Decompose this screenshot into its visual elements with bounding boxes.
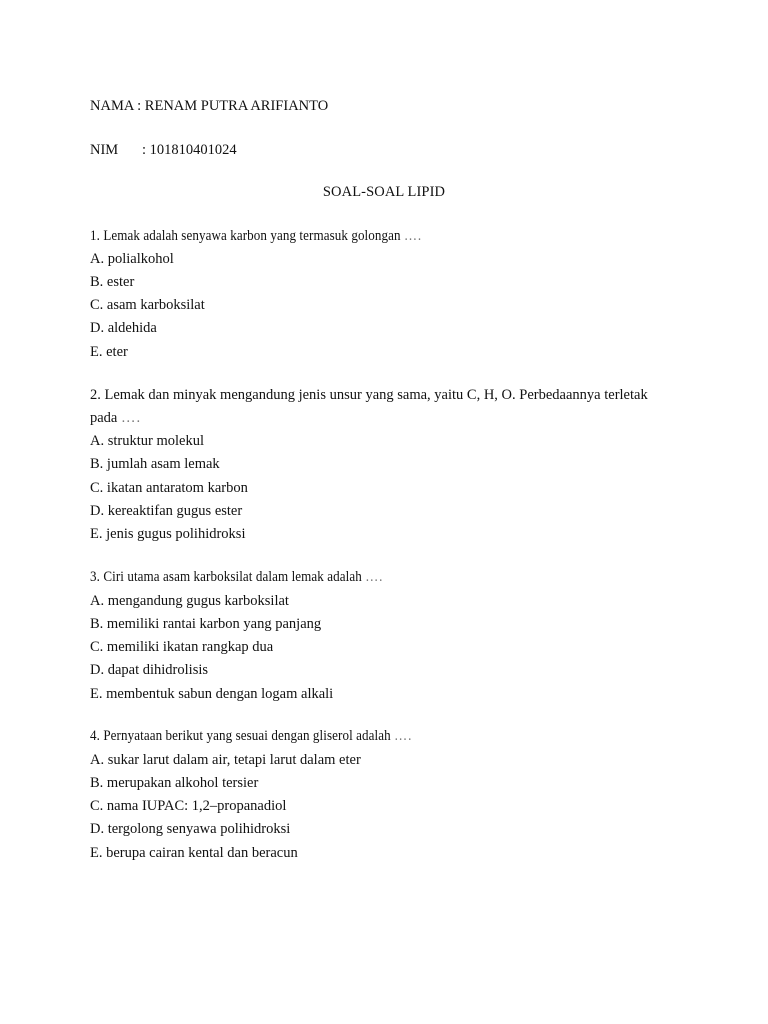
- option-4a: A. sukar larut dalam air, tetapi larut dalam eter: [90, 752, 361, 768]
- student-name: NAMA : RENAM PUTRA ARIFIANTO: [90, 98, 329, 114]
- question-2-line-2: [90, 409, 141, 427]
- option-4c: C. nama IUPAC: 1,2–propanadiol: [90, 798, 287, 814]
- option-1b: B. ester: [90, 274, 135, 290]
- question-4-dots: ….: [394, 728, 413, 744]
- nim-value: : 101810401024: [142, 142, 237, 158]
- option-3c: C. memiliki ikatan rangkap dua: [90, 639, 274, 655]
- option-4e: E. berupa cairan kental dan beracun: [90, 845, 298, 861]
- option-4b: B. merupakan alkohol tersier: [90, 775, 259, 791]
- option-1d: D. aldehida: [90, 320, 157, 336]
- question-2-text-end: pada: [90, 410, 118, 426]
- option-3b: B. memiliki rantai karbon yang panjang: [90, 616, 322, 632]
- option-1a: A. polialkohol: [90, 251, 174, 267]
- page-title: SOAL-SOAL LIPID: [322, 184, 446, 200]
- question-2-line-1: 2. Lemak dan minyak mengandung jenis unsur yang sama, yaitu C, H, O. Perbedaannya terletak: [90, 387, 648, 403]
- nim-label: NIM: [90, 142, 119, 158]
- option-2a: A. struktur molekul: [90, 433, 204, 449]
- question-1-text: 1. Lemak adalah senyawa karbon yang termasuk golongan: [90, 228, 401, 244]
- question-1: [90, 227, 459, 245]
- question-2-dots: ….: [121, 410, 142, 426]
- option-2c: C. ikatan antaratom karbon: [90, 480, 248, 496]
- question-3: [90, 568, 416, 586]
- option-2b: B. jumlah asam lemak: [90, 456, 220, 472]
- question-4: [90, 727, 448, 745]
- option-1e: E. eter: [90, 344, 128, 360]
- option-2e: E. jenis gugus polihidroksi: [90, 526, 246, 542]
- question-1-dots: ….: [403, 228, 423, 244]
- option-1c: C. asam karboksilat: [90, 297, 205, 313]
- option-3a: A. mengandung gugus karboksilat: [90, 593, 289, 609]
- question-4-text: 4. Pernyataan berikut yang sesuai dengan gliserol adalah: [90, 728, 391, 744]
- question-3-text: 3. Ciri utama asam karboksilat dalam lemak adalah: [90, 569, 362, 585]
- option-4d: D. tergolong senyawa polihidroksi: [90, 821, 291, 837]
- question-3-dots: ….: [365, 569, 384, 585]
- student-nim: [90, 141, 237, 159]
- option-3e: E. membentuk sabun dengan logam alkali: [90, 686, 334, 702]
- option-3d: D. dapat dihidrolisis: [90, 662, 209, 678]
- option-2d: D. kereaktifan gugus ester: [90, 503, 243, 519]
